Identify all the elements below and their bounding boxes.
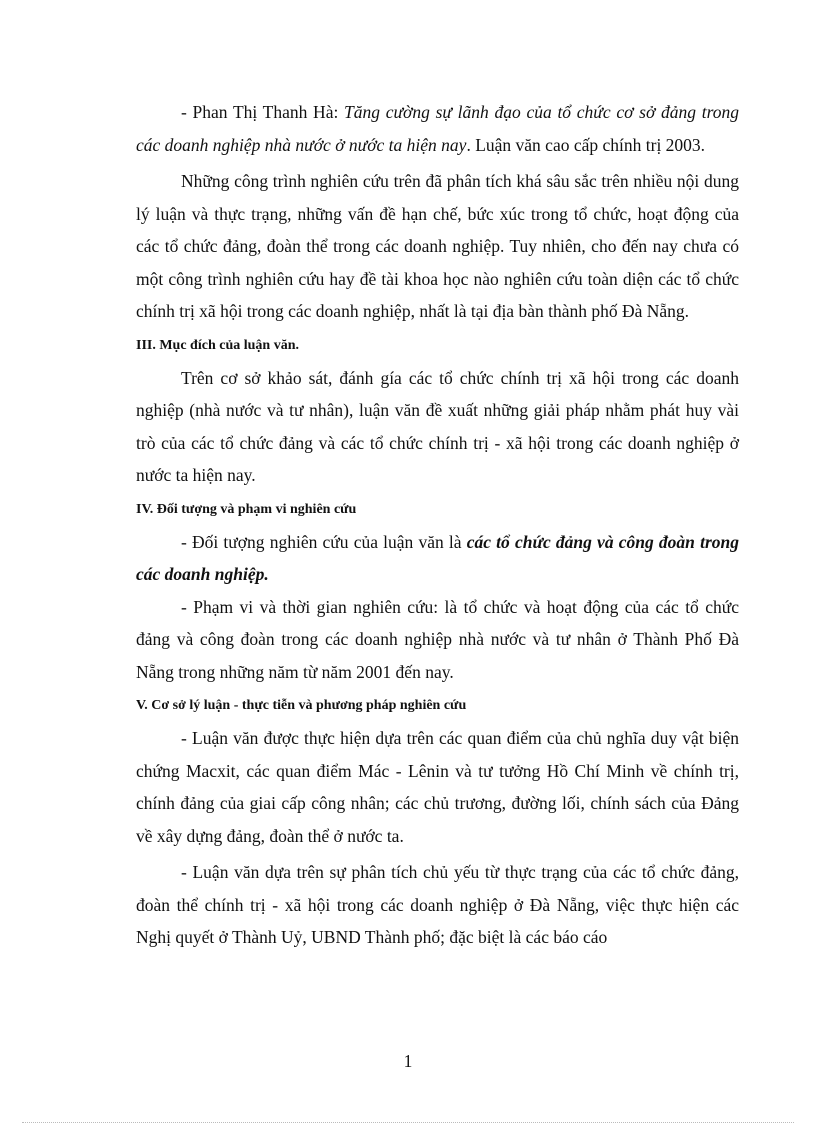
paragraph-reference: [136, 96, 739, 161]
object-emphasis: các tổ chức đảng và công đoàn trong các doanh nghiệp.: [136, 531, 739, 584]
heading-purpose: III. Mục đích của luận văn.: [136, 337, 299, 353]
paragraph-object: [136, 526, 739, 591]
paragraph-practice: - Luận văn dựa trên sự phân tích chủ yếu từ thực trạng của các tổ chức đảng, đoàn thể chính trị - xã hội trong các doanh nghiệp ở Đà Nẵng, việc thực hiện các Nghị quyết ở Thành Uỷ, UBND Thành phố; đặc biệt là các báo cáo: [136, 862, 739, 947]
heading-scope: IV. Đối tượng và phạm vi nghiên cứu: [136, 501, 357, 517]
paragraph-purpose: Trên cơ sở khảo sát, đánh gía các tổ chức chính trị xã hội trong các doanh nghiệp (nhà nước và tư nhân), luận văn đề xuất những giải pháp nhằm phát huy vài trò của các tổ chức đảng và các tổ chức chính trị - xã hội trong các doanh nghiệp ở nước ta hiện nay.: [136, 367, 739, 485]
reference-author: - Phan Thị Thanh Hà:: [181, 102, 345, 122]
reference-suffix: . Luận văn cao cấp chính trị 2003.: [466, 134, 706, 155]
object-prefix: - Đối tượng nghiên cứu của luận văn là: [181, 531, 467, 552]
paragraph-range: - Phạm vi và thời gian nghiên cứu: là tổ chức và hoạt động của các tổ chức đảng và công đoàn trong các doanh nghiệp nhà nước và tư nhân ở Thành Phố Đà Nẵng trong những năm từ năm 2001 đến nay.: [136, 596, 739, 682]
reference-title: Tăng cường sự lãnh đạo của tổ chức cơ sở đảng trong các doanh nghiệp nhà nước ở nước ta hiện nay: [136, 102, 739, 155]
heading-method: V. Cơ sở lý luận - thực tiễn và phương pháp nghiên cứu: [136, 698, 467, 713]
paragraph-theory: - Luận văn được thực hiện dựa trên các quan điểm của chủ nghĩa duy vật biện chứng Macxit, các quan điểm Mác - Lênin và tư tưởng Hồ Chí Minh về chính trị, chính đảng của giai cấp công nhân; các chủ trương, đường lối, chính sách của Đảng về xây dựng đảng, đoàn thể ở nước ta.: [136, 728, 739, 846]
page-number: 1: [403, 1051, 413, 1071]
paragraph-overview: Những công trình nghiên cứu trên đã phân tích khá sâu sắc trên nhiều nội dung lý luận và thực trạng, những vấn đề hạn chế, bức xúc trong tổ chức, hoạt động của các tổ chức đảng, đoàn thể trong các doanh nghiệp. Tuy nhiên, cho đến nay chưa có một công trình nghiên cứu hay đề tài khoa học nào nghiên cứu toàn diện các tổ chức chính trị xã hội trong các doanh nghiệp, nhất là tại địa bàn thành phố Đà Nẵng.: [136, 171, 739, 321]
document-page: [136, 96, 739, 954]
